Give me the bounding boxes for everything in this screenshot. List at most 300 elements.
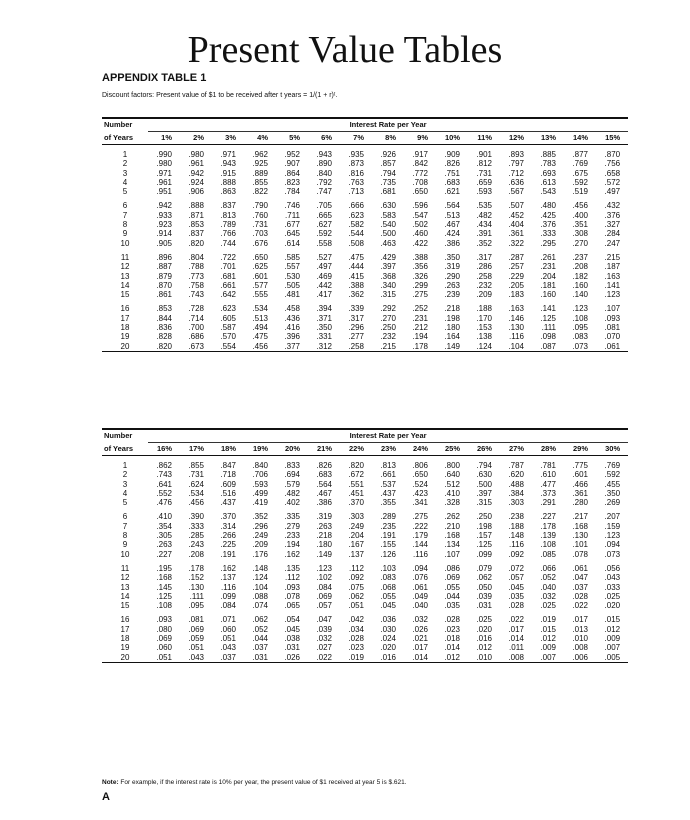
factor-cell: .350 <box>444 252 460 262</box>
factor-cell: .295 <box>540 238 556 248</box>
factor-cell: .572 <box>604 177 621 187</box>
factor-cell: .705 <box>316 201 332 211</box>
factor-cell: .039 <box>476 591 492 601</box>
factor-cell: .906 <box>188 187 204 197</box>
factor-cell: .019 <box>540 615 556 625</box>
factor-cell: .952 <box>284 150 300 159</box>
factor-cell: .010 <box>572 634 588 644</box>
factor-cell: .743 <box>156 470 172 480</box>
factor-cell: .601 <box>572 470 588 480</box>
factor-cell: .170 <box>476 313 492 323</box>
factor-cell: .289 <box>380 512 396 522</box>
factor-cell: .032 <box>412 615 428 625</box>
factor-cell: .012 <box>540 634 556 644</box>
factor-cell: .092 <box>508 549 524 559</box>
factor-cell: .108 <box>156 601 172 611</box>
factor-cell: .840 <box>316 168 332 178</box>
factor-cell: .204 <box>348 531 364 541</box>
factor-cell: .410 <box>156 512 172 522</box>
factor-cell: .194 <box>412 332 428 342</box>
year-cell: 20 <box>102 653 148 663</box>
factor-cell: .130 <box>572 531 588 541</box>
factor-cell: .547 <box>412 210 428 220</box>
factor-cell: .460 <box>412 229 428 239</box>
factor-cell: .822 <box>252 187 268 197</box>
factor-cell: .317 <box>476 252 492 262</box>
table-row <box>102 550 628 559</box>
factor-cell: .061 <box>596 342 628 352</box>
factor-cell: .072 <box>508 563 524 573</box>
table-row <box>102 281 628 290</box>
factor-cell: .797 <box>508 159 524 169</box>
factor-cell: .417 <box>316 290 332 300</box>
factor-cell: .661 <box>380 470 396 480</box>
number-header-label: Number <box>102 429 148 443</box>
factor-cell: .176 <box>252 549 268 559</box>
factor-cell: .026 <box>412 624 428 634</box>
factor-cell: .640 <box>444 470 460 480</box>
rate-header: 13% <box>532 132 564 145</box>
table-row <box>102 253 628 262</box>
year-cell: 5 <box>122 498 128 508</box>
header-row-rates <box>102 132 628 145</box>
factor-cell: .500 <box>476 479 492 489</box>
factor-cell: .847 <box>220 461 236 470</box>
factor-cell: .756 <box>604 159 621 169</box>
factor-cell: .261 <box>540 252 556 262</box>
factor-cell: .123 <box>572 304 588 314</box>
factor-cell: .044 <box>252 634 268 644</box>
factor-cell: .641 <box>156 479 172 489</box>
factor-cell: .384 <box>508 488 524 498</box>
factor-cell: .292 <box>380 304 396 314</box>
factor-cell: .853 <box>188 220 204 230</box>
table-row <box>102 342 628 352</box>
year-cell: 18 <box>120 634 130 644</box>
factor-cell: .188 <box>508 521 524 531</box>
factor-cell: .592 <box>572 177 588 187</box>
factor-cell: .145 <box>156 582 172 592</box>
factor-cell: .642 <box>220 290 236 300</box>
factor-cell: .250 <box>476 512 492 522</box>
factor-cell: .463 <box>380 238 396 248</box>
factor-cell: .452 <box>508 210 524 220</box>
factor-cell: .630 <box>476 470 492 480</box>
table-row <box>102 150 628 159</box>
factor-cell: .088 <box>252 591 268 601</box>
factor-cell: .116 <box>509 332 524 342</box>
factor-cell: .942 <box>188 168 204 178</box>
factor-cell: .322 <box>508 238 524 248</box>
factor-cell: .014 <box>404 653 436 663</box>
factor-cell: .239 <box>444 290 460 300</box>
factor-cell: .570 <box>220 332 236 342</box>
factor-cell: .198 <box>444 313 460 323</box>
table-note <box>102 779 407 786</box>
factor-cell: .312 <box>308 342 340 352</box>
factor-cell: .700 <box>188 323 204 333</box>
factor-cell: .180 <box>316 540 332 550</box>
factor-cell: .069 <box>188 624 204 634</box>
factor-cell: .152 <box>188 573 204 583</box>
factor-cell: .084 <box>316 582 332 592</box>
factor-cell: .923 <box>156 220 172 230</box>
factor-cell: .415 <box>348 271 364 281</box>
factor-cell: .263 <box>316 521 332 531</box>
factor-cell: .025 <box>604 591 621 601</box>
factor-cell: .017 <box>412 643 428 653</box>
table-row <box>102 220 628 229</box>
factor-cell: .013 <box>572 624 588 634</box>
factor-cell: .951 <box>156 187 172 197</box>
factor-cell: .162 <box>220 563 236 573</box>
factor-cell: .059 <box>188 634 204 644</box>
factor-cell: .645 <box>284 229 300 239</box>
table-row <box>102 262 628 271</box>
years-header-label: of Years <box>102 132 148 145</box>
rate-header: 18% <box>212 443 244 456</box>
factor-cell: .116 <box>509 540 524 550</box>
rate-header: 7% <box>340 132 372 145</box>
factor-cell: .373 <box>540 488 556 498</box>
factor-cell: .019 <box>340 653 372 663</box>
factor-cell: .722 <box>220 252 236 262</box>
factor-cell: .794 <box>476 461 492 470</box>
year-cell: 19 <box>120 332 130 342</box>
factor-cell: .806 <box>412 461 428 470</box>
factor-cell: .227 <box>540 512 556 522</box>
factor-cell: .351 <box>572 220 588 230</box>
factor-cell: .303 <box>508 498 524 508</box>
factor-cell: .980 <box>156 159 172 169</box>
factor-cell: .108 <box>540 540 556 550</box>
factor-cell: .873 <box>348 159 364 169</box>
factor-cell: .050 <box>476 582 492 592</box>
year-cell: 9 <box>122 540 128 550</box>
factor-cell: .537 <box>380 479 396 489</box>
factor-cell: .191 <box>380 531 396 541</box>
table-row <box>102 290 628 299</box>
table-row <box>102 159 628 168</box>
factor-cell: .437 <box>220 498 236 508</box>
factor-cell: .712 <box>508 168 524 178</box>
factor-cell: .095 <box>188 601 204 611</box>
factor-cell: .543 <box>540 187 556 197</box>
factor-cell: .071 <box>220 615 236 625</box>
factor-cell: .419 <box>252 498 268 508</box>
factor-cell: .037 <box>252 643 268 653</box>
factor-cell: .009 <box>604 634 621 644</box>
factor-cell: .163 <box>508 304 524 314</box>
factor-cell: .141 <box>540 304 556 314</box>
factor-cell: .813 <box>380 461 396 470</box>
factor-cell: .386 <box>444 238 460 248</box>
factor-cell: .390 <box>188 512 204 522</box>
year-cell: 12 <box>120 573 130 583</box>
year-cell: 1 <box>122 150 128 159</box>
factor-cell: .275 <box>412 290 428 300</box>
factor-cell: .621 <box>444 187 460 197</box>
factor-cell: .820 <box>188 238 204 248</box>
factor-cell: .341 <box>412 498 428 508</box>
factor-cell: .130 <box>508 323 524 333</box>
factor-cell: .837 <box>188 229 204 239</box>
factor-cell: .587 <box>220 323 236 333</box>
table-row <box>102 304 628 313</box>
table-row <box>102 178 628 187</box>
factor-cell: .513 <box>252 313 268 323</box>
table-row <box>102 615 628 624</box>
factor-cell: .481 <box>284 290 300 300</box>
factor-cell: .650 <box>252 252 268 262</box>
factor-cell: .148 <box>508 531 524 541</box>
factor-cell: .178 <box>540 521 556 531</box>
factor-cell: .319 <box>444 262 460 272</box>
table-row <box>102 332 628 341</box>
factor-cell: .043 <box>604 573 621 583</box>
factor-cell: .138 <box>476 332 492 342</box>
factor-cell: .813 <box>220 210 236 220</box>
factor-cell: .836 <box>156 323 172 333</box>
factor-cell: .672 <box>348 470 364 480</box>
factor-cell: .280 <box>572 498 588 508</box>
factor-cell: .099 <box>220 591 236 601</box>
factor-cell: .524 <box>412 479 428 489</box>
rate-header: 14% <box>564 132 596 145</box>
factor-cell: .502 <box>412 220 428 230</box>
factor-cell: .567 <box>508 187 524 197</box>
factor-cell: .103 <box>380 563 396 573</box>
factor-cell: .209 <box>476 290 492 300</box>
table-row <box>102 522 628 531</box>
factor-cell: .610 <box>540 470 556 480</box>
table-row <box>102 323 628 332</box>
factor-cell: .008 <box>572 643 588 653</box>
factor-cell: .624 <box>188 479 204 489</box>
factor-cell: .773 <box>188 271 204 281</box>
factor-cell: .783 <box>540 159 556 169</box>
factor-cell: .179 <box>412 531 428 541</box>
factor-cell: .784 <box>284 187 300 197</box>
factor-cell: .683 <box>444 177 460 187</box>
factor-cell: .070 <box>604 332 621 342</box>
factor-cell: .482 <box>284 488 300 498</box>
factor-cell: .101 <box>572 540 588 550</box>
table-row <box>102 498 628 507</box>
factor-cell: .340 <box>380 280 396 290</box>
factor-cell: .222 <box>412 521 428 531</box>
factor-cell: .708 <box>412 177 428 187</box>
factor-cell: .620 <box>508 470 524 480</box>
table-row <box>102 573 628 582</box>
factor-cell: .371 <box>316 313 332 323</box>
rate-header: 23% <box>372 443 404 456</box>
factor-cell: .386 <box>316 498 332 508</box>
factor-cell: .010 <box>468 653 500 663</box>
factor-cell: .582 <box>348 220 364 230</box>
factor-cell: .676 <box>252 238 268 248</box>
factor-cell: .681 <box>380 187 396 197</box>
factor-cell: .804 <box>188 252 204 262</box>
factor-cell: .319 <box>316 512 332 522</box>
factor-cell: .731 <box>476 168 492 178</box>
factor-cell: .790 <box>252 201 268 211</box>
factor-cell: .924 <box>188 177 204 187</box>
factor-cell: .693 <box>540 168 556 178</box>
factor-cell: .962 <box>252 150 268 159</box>
factor-cell: .212 <box>412 323 428 333</box>
factor-cell: .183 <box>508 290 524 300</box>
factor-cell: .512 <box>444 479 460 489</box>
header-row-top <box>102 429 628 443</box>
factor-cell: .816 <box>348 168 364 178</box>
factor-cell: .861 <box>156 290 172 300</box>
factor-cell: .871 <box>188 210 204 220</box>
factor-cell: .087 <box>532 342 564 352</box>
factor-cell: .925 <box>252 159 268 169</box>
table-row <box>102 480 628 489</box>
factor-cell: .027 <box>316 643 332 653</box>
rate-header: 12% <box>500 132 532 145</box>
factor-cell: .422 <box>412 238 428 248</box>
factor-cell: .540 <box>380 220 396 230</box>
factor-cell: .229 <box>508 271 524 281</box>
factor-cell: .820 <box>348 461 364 470</box>
page-title: Present Value Tables <box>187 29 503 71</box>
factor-cell: .775 <box>572 461 588 470</box>
factor-cell: .410 <box>444 488 460 498</box>
factor-cell: .361 <box>572 488 588 498</box>
factor-cell: .007 <box>604 643 621 653</box>
table-row <box>102 583 628 592</box>
year-cell: 14 <box>120 591 130 601</box>
factor-cell: .828 <box>156 332 172 342</box>
factor-cell: .933 <box>156 210 172 220</box>
factor-cell: .630 <box>380 201 396 211</box>
factor-cell: .277 <box>348 332 364 342</box>
factor-cell: .022 <box>508 615 524 625</box>
number-header-label: Number <box>102 118 148 132</box>
factor-cell: .980 <box>188 150 204 159</box>
factor-cell: .020 <box>380 643 396 653</box>
factor-cell: .130 <box>188 582 204 592</box>
factor-cell: .326 <box>412 271 428 281</box>
factor-cell: .766 <box>220 229 236 239</box>
factor-cell: .045 <box>508 582 524 592</box>
factor-cell: .308 <box>572 229 588 239</box>
table-row <box>102 489 628 498</box>
factor-cell: .315 <box>380 290 396 300</box>
factor-cell: .942 <box>156 201 172 211</box>
rate-header: 4% <box>244 132 276 145</box>
factor-cell: .356 <box>412 262 428 272</box>
factor-cell: .075 <box>348 582 364 592</box>
factor-cell: .160 <box>540 290 556 300</box>
factor-cell: .744 <box>220 238 236 248</box>
rate-header: 29% <box>564 443 596 456</box>
factor-cell: .333 <box>188 521 204 531</box>
factor-cell: .107 <box>604 304 621 314</box>
factor-cell: .758 <box>188 280 204 290</box>
factor-cell: .055 <box>444 582 460 592</box>
factor-cell: .683 <box>316 470 332 480</box>
factor-cell: .270 <box>380 313 396 323</box>
factor-cell: .020 <box>476 624 492 634</box>
factor-cell: .188 <box>476 304 492 314</box>
factor-cell: .857 <box>380 159 396 169</box>
factor-cell: .728 <box>188 304 204 314</box>
factor-cell: .391 <box>476 229 492 239</box>
factor-cell: .605 <box>220 313 236 323</box>
rate-header: 9% <box>404 132 436 145</box>
year-cell: 3 <box>122 479 128 489</box>
factor-cell: .104 <box>500 342 532 352</box>
factor-cell: .434 <box>476 220 492 230</box>
factor-cell: .084 <box>220 601 236 611</box>
factor-cell: .863 <box>220 187 236 197</box>
factor-cell: .516 <box>220 488 236 498</box>
factor-cell: .031 <box>476 601 492 611</box>
year-cell: 17 <box>120 313 130 323</box>
factor-cell: .182 <box>572 271 588 281</box>
factor-cell: .279 <box>284 521 300 531</box>
factor-cell: .354 <box>156 521 172 531</box>
factor-cell: .915 <box>220 168 236 178</box>
rate-header: 30% <box>596 443 628 456</box>
year-cell: 11 <box>120 563 130 573</box>
factor-cell: .040 <box>412 601 428 611</box>
factor-cell: .735 <box>380 177 396 187</box>
factor-cell: .812 <box>476 159 492 169</box>
factor-cell: .429 <box>380 252 396 262</box>
factor-cell: .034 <box>348 624 364 634</box>
factor-cell: .686 <box>188 332 204 342</box>
factor-cell: .025 <box>476 615 492 625</box>
factor-cell: .225 <box>220 540 236 550</box>
appendix-title: APPENDIX TABLE 1 <box>102 72 207 84</box>
factor-cell: .327 <box>604 220 621 230</box>
factor-cell: .163 <box>604 271 621 281</box>
factor-cell: .437 <box>380 488 396 498</box>
table-row <box>102 564 628 573</box>
factor-cell: .888 <box>220 177 236 187</box>
factor-cell: .885 <box>540 150 556 159</box>
factor-cell: .022 <box>308 653 340 663</box>
factor-cell: .052 <box>252 624 268 634</box>
factor-cell: .961 <box>156 177 172 187</box>
factor-cell: .826 <box>444 159 460 169</box>
factor-cell: .731 <box>188 470 204 480</box>
factor-cell: .033 <box>604 582 621 592</box>
rate-header: 20% <box>276 443 308 456</box>
year-cell: 7 <box>122 210 128 220</box>
factor-cell: .794 <box>380 168 396 178</box>
factor-cell: .877 <box>572 150 588 159</box>
factor-cell: .098 <box>540 332 556 342</box>
factor-cell: .037 <box>212 653 244 663</box>
factor-cell: .396 <box>284 332 300 342</box>
factor-cell: .028 <box>444 615 460 625</box>
factor-cell: .423 <box>412 488 428 498</box>
factor-cell: .971 <box>156 168 172 178</box>
factor-cell: .701 <box>220 262 236 272</box>
factor-cell: .751 <box>444 168 460 178</box>
factor-cell: .062 <box>252 615 268 625</box>
factor-cell: .191 <box>220 549 236 559</box>
year-cell: 18 <box>120 323 130 333</box>
factor-cell: .500 <box>380 229 396 239</box>
factor-cell: .424 <box>444 229 460 239</box>
